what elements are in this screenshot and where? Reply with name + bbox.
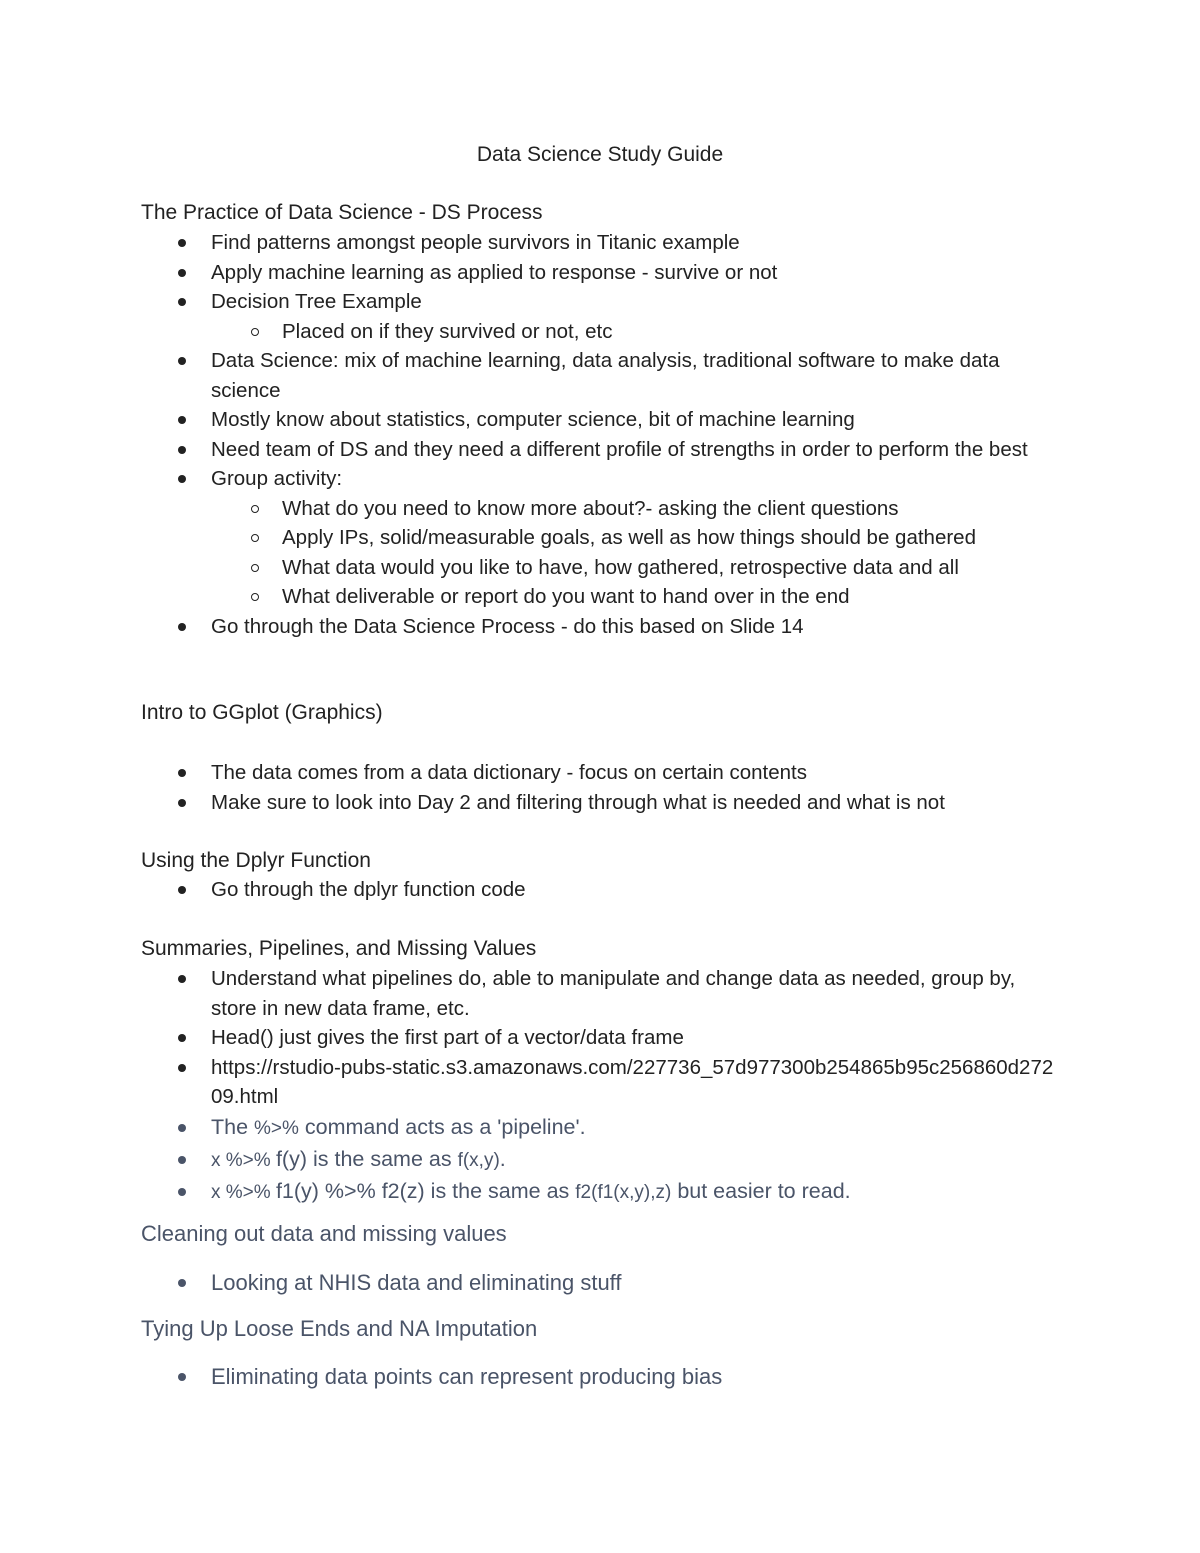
list-item: Find patterns amongst people survivors in Titanic example	[141, 228, 1061, 258]
bullet-icon	[178, 975, 186, 983]
section-heading-loose-ends: Tying Up Loose Ends and NA Imputation	[141, 1316, 538, 1341]
bullet-icon	[178, 1279, 186, 1287]
section-heading-ggplot: Intro to GGplot (Graphics)	[141, 701, 383, 724]
bullet-icon	[178, 1373, 186, 1381]
bullet-icon	[178, 769, 186, 777]
list-item: Looking at NHIS data and eliminating stuff	[141, 1267, 1061, 1299]
list-item: x %>% f1(y) %>% f2(z) is the same as f2(f1(x,y),z) but easier to read.	[141, 1176, 1061, 1208]
bullet-icon	[178, 1188, 186, 1196]
section-heading-summaries: Summaries, Pipelines, and Missing Values	[141, 937, 537, 960]
bullet-icon	[178, 799, 186, 807]
hollow-bullet-icon	[251, 564, 259, 572]
sub-list-item: Apply IPs, solid/measurable goals, as well as how things should be gathered	[141, 523, 1061, 553]
bullet-icon	[178, 357, 186, 365]
bullet-icon	[178, 239, 186, 247]
section-heading-cleaning: Cleaning out data and missing values	[141, 1221, 507, 1246]
list-item: The data comes from a data dictionary - focus on certain contents	[141, 758, 1061, 788]
list-item: Understand what pipelines do, able to manipulate and change data as needed, group by, store in new data frame, etc.	[141, 964, 1061, 1023]
bullet-icon	[178, 416, 186, 424]
bullet-icon	[178, 269, 186, 277]
rpubs-link[interactable]: https://rstudio-pubs-static.s3.amazonaws.com/227736_57d977300b254865b95c256860d27209.html	[211, 1055, 1054, 1108]
list-item: Apply machine learning as applied to response - survive or not	[141, 258, 1061, 288]
bullet-icon	[178, 1124, 186, 1132]
list-item: Go through the dplyr function code	[141, 875, 1061, 905]
bullet-list-cleaning	[141, 1267, 1061, 1299]
bullet-icon	[178, 1156, 186, 1164]
list-item: x %>% f(y) is the same as f(x,y).	[141, 1144, 1061, 1176]
bullet-list-ds-process	[141, 228, 1061, 641]
bullet-list-summaries	[141, 964, 1061, 1208]
list-item: Mostly know about statistics, computer science, bit of machine learning	[141, 405, 1061, 435]
sub-list-item: Placed on if they survived or not, etc	[141, 317, 1061, 347]
bullet-list-dplyr	[141, 875, 1061, 905]
list-item: Eliminating data points can represent producing bias	[141, 1361, 1061, 1393]
list-item: Make sure to look into Day 2 and filtering through what is needed and what is not	[141, 788, 1061, 818]
sub-list-item: What data would you like to have, how gathered, retrospective data and all	[141, 553, 1061, 583]
list-item: The %>% command acts as a 'pipeline'.	[141, 1112, 1061, 1144]
bullet-list-loose-ends	[141, 1361, 1061, 1393]
bullet-icon	[178, 475, 186, 483]
hollow-bullet-icon	[251, 328, 259, 336]
list-item: Data Science: mix of machine learning, data analysis, traditional software to make data science	[141, 346, 1061, 405]
hollow-bullet-icon	[251, 505, 259, 513]
list-item: Group activity:	[141, 464, 1061, 494]
list-item: Go through the Data Science Process - do this based on Slide 14	[141, 612, 1061, 642]
section-heading-ds-process: The Practice of Data Science - DS Process	[141, 201, 543, 224]
bullet-icon	[178, 446, 186, 454]
bullet-list-ggplot	[141, 758, 1061, 817]
sub-list-item: What deliverable or report do you want to hand over in the end	[141, 582, 1061, 612]
list-item: Need team of DS and they need a different profile of strengths in order to perform the best	[141, 435, 1061, 465]
hollow-bullet-icon	[251, 534, 259, 542]
list-item: Head() just gives the first part of a vector/data frame	[141, 1023, 1061, 1053]
bullet-icon	[178, 623, 186, 631]
bullet-icon	[178, 1064, 186, 1072]
bullet-icon	[178, 1034, 186, 1042]
bullet-icon	[178, 298, 186, 306]
document-title: Data Science Study Guide	[476, 143, 724, 166]
list-item: Decision Tree Example	[141, 287, 1061, 317]
hollow-bullet-icon	[251, 593, 259, 601]
section-heading-dplyr: Using the Dplyr Function	[141, 849, 371, 872]
bullet-icon	[178, 886, 186, 894]
sub-list-item: What do you need to know more about?- asking the client questions	[141, 494, 1061, 524]
list-item	[141, 1053, 1061, 1112]
